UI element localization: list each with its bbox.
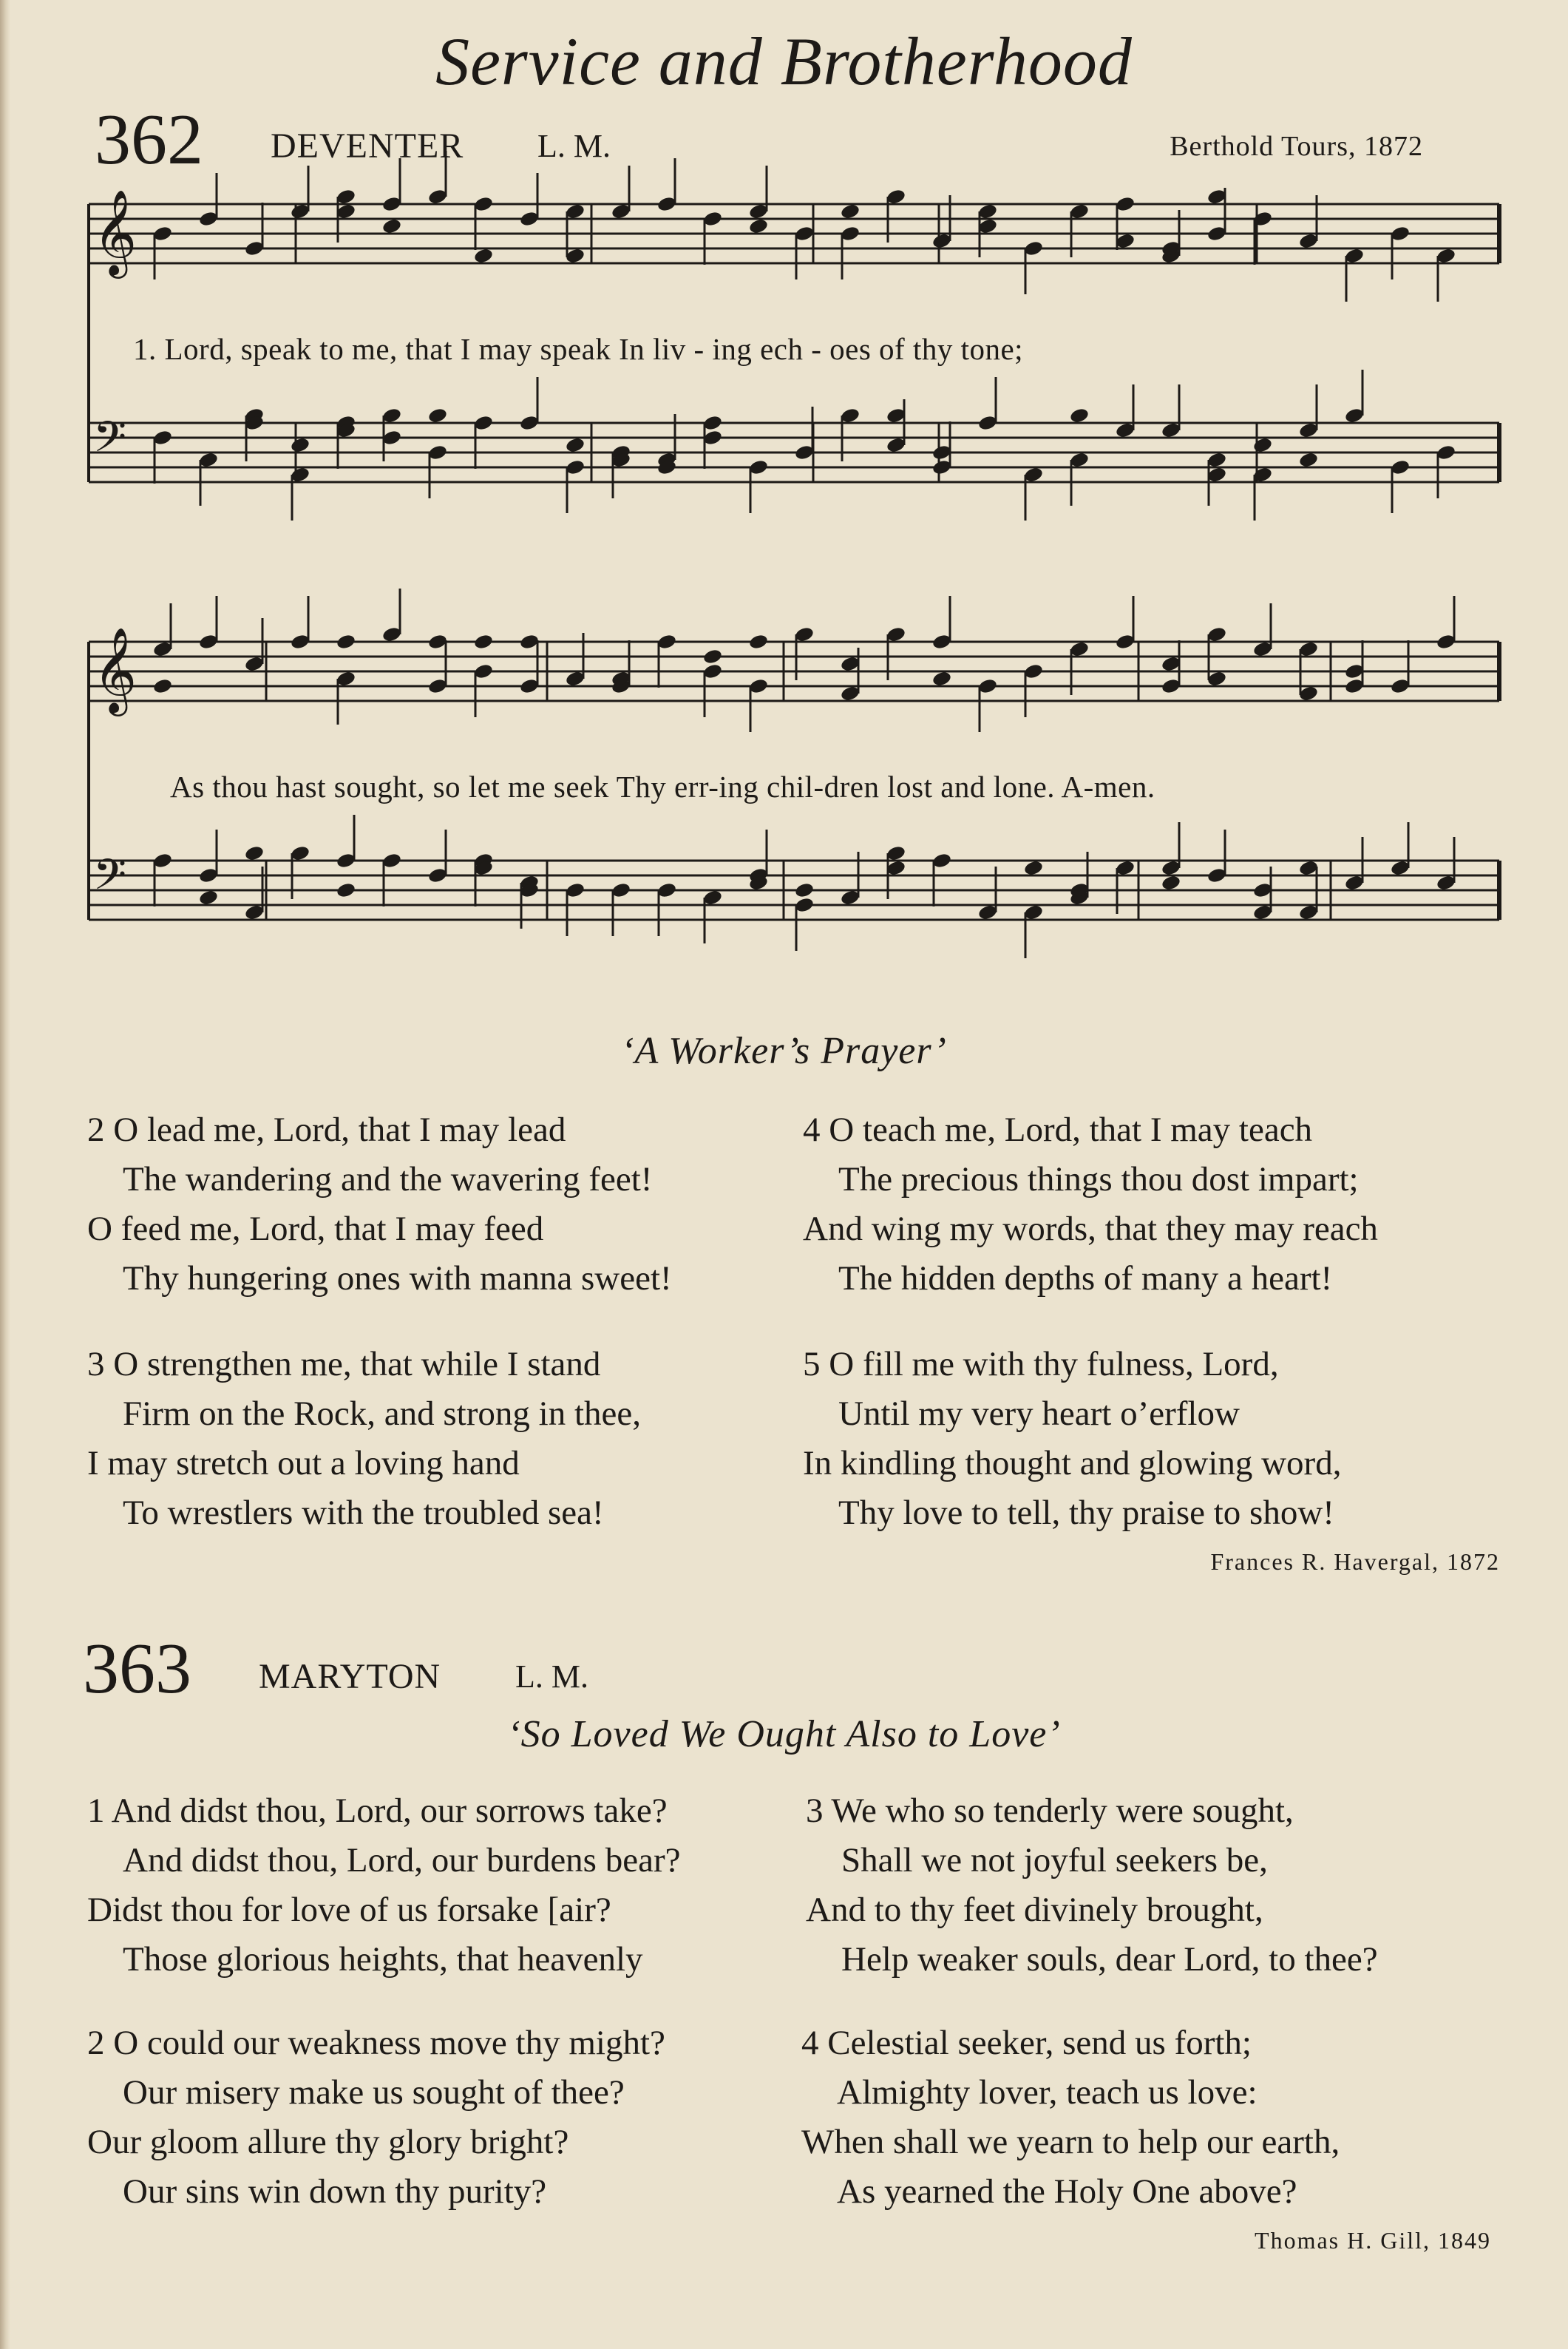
note-head xyxy=(152,677,173,694)
meter-362: L. M. xyxy=(537,128,611,164)
verse-number: 4 xyxy=(803,1111,821,1149)
verse-line: Until my very heart o’erflow xyxy=(838,1394,1240,1433)
verse-362-3 xyxy=(87,1340,641,1538)
verse-number: 4 xyxy=(801,2024,819,2062)
verse-number: 3 xyxy=(87,1345,105,1383)
verse-363-2 xyxy=(87,2018,665,2217)
author-363: Thomas H. Gill, 1849 xyxy=(1255,2227,1491,2254)
bass-clef-icon: 𝄢 xyxy=(93,412,127,472)
note-head xyxy=(565,436,586,453)
note-head xyxy=(1023,859,1044,876)
lyric-line-1: 1. Lord, speak to me, that I may speak In liv - ing ech - oes of thy tone; xyxy=(133,332,1024,366)
verse-line: O teach me, Lord, that I may teach xyxy=(829,1111,1313,1149)
verse-362-2 xyxy=(87,1105,672,1304)
note-head xyxy=(336,881,356,898)
lyric-line-2: As thou hast sought, so let me seek Thy err-ing chil-dren lost and lone. A-men. xyxy=(170,770,1155,804)
verse-line: Firm on the Rock, and strong in thee, xyxy=(123,1394,641,1433)
tune-name-deventer: DEVENTER xyxy=(271,126,464,166)
verse-line: Help weaker souls, dear Lord, to thee? xyxy=(841,1940,1378,1979)
note-head xyxy=(1298,451,1319,468)
note-head xyxy=(748,633,769,650)
music-score-362 xyxy=(0,0,1568,976)
bass-clef-icon: 𝄢 xyxy=(93,850,127,910)
note-head xyxy=(1252,436,1273,453)
verse-line: I may stretch out a loving hand xyxy=(87,1444,520,1482)
verse-number: 2 xyxy=(87,1111,105,1149)
author-362: Frances R. Havergal, 1872 xyxy=(1210,1548,1500,1575)
note-head xyxy=(748,217,769,234)
note-head xyxy=(427,407,448,424)
verse-number: 3 xyxy=(806,1792,824,1830)
verse-line: Our misery make us sought of thee? xyxy=(123,2073,625,2112)
note-head xyxy=(840,203,861,220)
meter-363: L. M. xyxy=(515,1658,588,1695)
verse-362-5 xyxy=(803,1340,1341,1538)
verse-number: 2 xyxy=(87,2024,105,2062)
note-head xyxy=(931,670,952,687)
composer-year: 1872 xyxy=(1364,131,1423,162)
verse-line: Shall we not joyful seekers be, xyxy=(841,1841,1268,1879)
verse-line: As yearned the Holy One above? xyxy=(837,2172,1297,2211)
treble-clef-icon: 𝄞 xyxy=(93,626,138,713)
note-head xyxy=(336,633,356,650)
verse-line: Didst thou for love of us forsake [air? xyxy=(87,1891,611,1929)
verse-line: When shall we yearn to help our earth, xyxy=(801,2123,1340,2161)
verse-line: O could our weakness move thy might? xyxy=(113,2024,665,2062)
verse-363-4 xyxy=(801,2018,1340,2217)
verse-line: Thy love to tell, thy praise to show! xyxy=(838,1494,1334,1532)
verse-line: And wing my words, that they may reach xyxy=(803,1210,1378,1248)
treble-clef-icon: 𝄞 xyxy=(93,189,138,275)
tune-name-maryton: MARYTON xyxy=(259,1657,441,1696)
verse-number: 1 xyxy=(87,1792,105,1830)
verse-line: Almighty lover, teach us love: xyxy=(837,2073,1258,2112)
verse-line: We who so tenderly were sought, xyxy=(831,1792,1294,1830)
verse-line: And didst thou, Lord, our burdens bear? xyxy=(123,1841,681,1879)
verse-line: And to thy feet divinely brought, xyxy=(806,1891,1263,1929)
note-head xyxy=(290,436,310,453)
verse-line: Those glorious heights, that heavenly xyxy=(123,1940,643,1979)
verse-line: O feed me, Lord, that I may feed xyxy=(87,1210,544,1248)
verse-line: Thy hungering ones with manna sweet! xyxy=(123,1259,672,1298)
hymn-number-363: 363 xyxy=(83,1629,191,1709)
note-head xyxy=(794,881,815,898)
verse-line: The wandering and the wavering feet! xyxy=(123,1160,653,1199)
hymn-title-363: ‘So Loved We Ought Also to Love’ xyxy=(507,1713,1061,1755)
verse-line: In kindling thought and glowing word, xyxy=(803,1444,1342,1482)
verse-line: O strengthen me, that while I stand xyxy=(113,1345,601,1383)
verse-number: 5 xyxy=(803,1345,821,1383)
verse-line: Our gloom allure thy glory bright? xyxy=(87,2123,569,2161)
verse-line: O lead me, Lord, that I may lead xyxy=(113,1111,566,1149)
hymn-number-362: 362 xyxy=(95,100,203,180)
note-head xyxy=(198,889,219,906)
verse-line: The precious things thou dost impart; xyxy=(838,1160,1359,1199)
note-head xyxy=(702,648,723,665)
verse-line: Our sins win down thy purity? xyxy=(123,2172,547,2211)
note-head xyxy=(1161,874,1181,891)
verse-line: Celestial seeker, send us forth; xyxy=(827,2024,1252,2062)
verse-363-3 xyxy=(806,1786,1378,1984)
note-head xyxy=(1069,407,1090,424)
verse-line: To wrestlers with the troubled sea! xyxy=(123,1494,604,1532)
hymn-title-362: ‘A Worker’s Prayer’ xyxy=(621,1030,947,1072)
note-head xyxy=(381,217,402,234)
composer-name: Berthold Tours, xyxy=(1170,131,1357,162)
note-head xyxy=(473,633,494,650)
verse-line: O fill me with thy fulness, Lord, xyxy=(829,1345,1279,1383)
verse-line: The hidden depths of many a heart! xyxy=(838,1259,1333,1298)
verse-line: And didst thou, Lord, our sorrows take? xyxy=(111,1792,668,1830)
section-title: Service and Brotherhood xyxy=(435,24,1133,99)
verse-362-4 xyxy=(803,1105,1378,1304)
verse-363-1 xyxy=(87,1786,680,1984)
note-head xyxy=(244,844,265,861)
